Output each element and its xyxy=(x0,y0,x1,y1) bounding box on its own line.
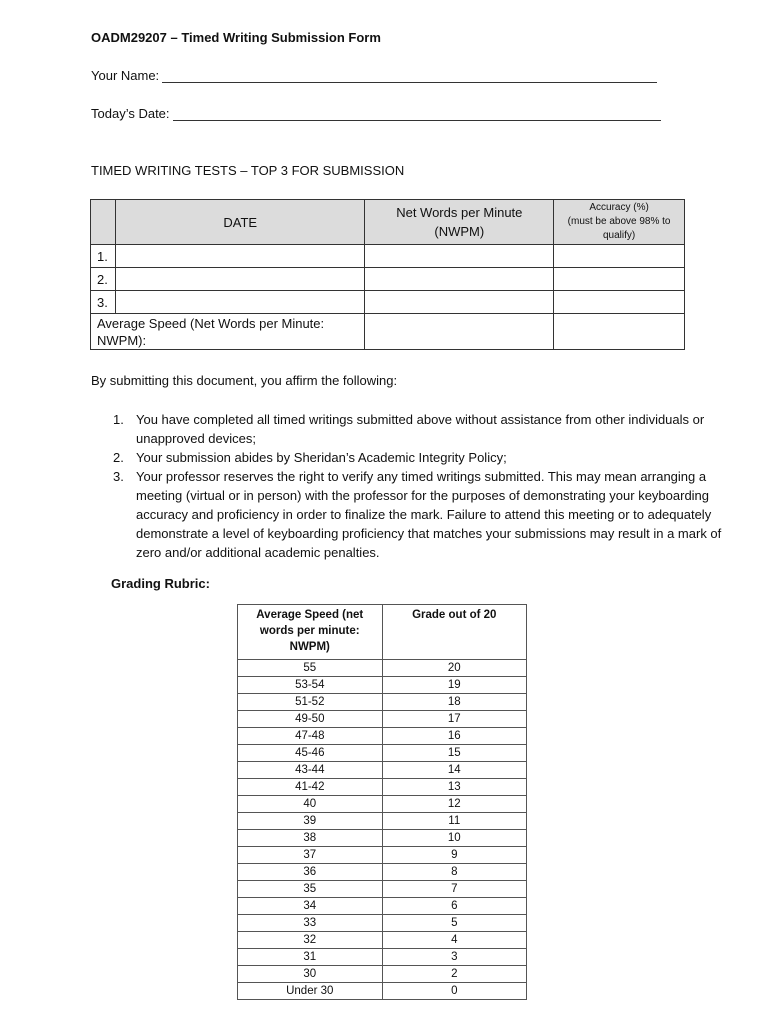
section-title: TIMED WRITING TESTS – TOP 3 FOR SUBMISSION xyxy=(91,163,405,178)
list-item-number: 2. xyxy=(113,450,124,465)
rubric-grade-cell: 4 xyxy=(382,932,526,949)
row-number: 2. xyxy=(91,268,116,291)
table-row xyxy=(91,291,685,314)
rubric-grade-cell: 0 xyxy=(382,983,526,1000)
date-cell[interactable] xyxy=(115,245,364,268)
date-field-row xyxy=(91,106,661,121)
rubric-speed-cell: 53-54 xyxy=(238,677,383,694)
rubric-speed-cell: 45-46 xyxy=(238,745,383,762)
rubric-speed-cell: 30 xyxy=(238,966,383,983)
rubric-row xyxy=(238,779,527,796)
name-field-row xyxy=(91,68,657,83)
rubric-row xyxy=(238,881,527,898)
rubric-row xyxy=(238,711,527,728)
rubric-speed-cell: 37 xyxy=(238,847,383,864)
rubric-row xyxy=(238,949,527,966)
affirmation-intro: By submitting this document, you affirm the following: xyxy=(91,373,398,388)
nwpm-header: Net Words per Minute (NWPM) xyxy=(365,200,554,245)
name-label: Your Name: xyxy=(91,68,160,83)
rubric-speed-cell: 39 xyxy=(238,813,383,830)
nwpm-cell[interactable] xyxy=(365,268,554,291)
list-item xyxy=(113,448,743,467)
nwpm-cell[interactable] xyxy=(365,245,554,268)
rubric-grade-cell: 18 xyxy=(382,694,526,711)
rubric-grade-cell: 7 xyxy=(382,881,526,898)
row-number: 1. xyxy=(91,245,116,268)
rubric-row xyxy=(238,864,527,881)
rubric-row xyxy=(238,745,527,762)
average-speed-label: Average Speed (Net Words per Minute: NWPM): xyxy=(91,314,365,350)
nwpm-cell[interactable] xyxy=(365,291,554,314)
list-item xyxy=(113,410,743,448)
rubric-header-row xyxy=(238,605,527,660)
rubric-row xyxy=(238,915,527,932)
rubric-grade-cell: 10 xyxy=(382,830,526,847)
date-input-line[interactable] xyxy=(173,108,661,121)
rubric-title: Grading Rubric: xyxy=(111,576,210,591)
rubric-speed-cell: 51-52 xyxy=(238,694,383,711)
rubric-speed-cell: 32 xyxy=(238,932,383,949)
rubric-grade-cell: 19 xyxy=(382,677,526,694)
rubric-row xyxy=(238,796,527,813)
rubric-speed-cell: 31 xyxy=(238,949,383,966)
name-input-line[interactable] xyxy=(162,70,657,83)
page-title: OADM29207 – Timed Writing Submission Form xyxy=(91,30,381,45)
rubric-body xyxy=(238,660,527,1000)
affirmation-list xyxy=(113,410,743,562)
rubric-table xyxy=(237,604,527,1000)
list-item-text: Your professor reserves the right to verify any timed writings submitted. This may mean arranging a meeting (virtual or in person) with the professor for the purposes of demonstrating your keyboarding accuracy and proficiency in order to finalize the mark. Failure to attend this meeting or to adequately demonstrate a level of keyboarding proficiency that matches your submissions may result in a mark of zero and/or additional academic penalties. xyxy=(136,469,722,560)
rubric-speed-cell: 41-42 xyxy=(238,779,383,796)
average-accuracy-cell[interactable] xyxy=(554,314,685,350)
accuracy-cell[interactable] xyxy=(554,245,685,268)
accuracy-header-line2: (must be above 98% to qualify) xyxy=(567,216,671,241)
rubric-speed-cell: 34 xyxy=(238,898,383,915)
date-cell[interactable] xyxy=(115,268,364,291)
rubric-speed-cell: 33 xyxy=(238,915,383,932)
rubric-row xyxy=(238,847,527,864)
rubric-row xyxy=(238,762,527,779)
rubric-row xyxy=(238,966,527,983)
row-number: 3. xyxy=(91,291,116,314)
accuracy-header xyxy=(554,200,685,245)
date-label: Today’s Date: xyxy=(91,106,170,121)
rubric-grade-cell: 11 xyxy=(382,813,526,830)
rubric-speed-cell: 43-44 xyxy=(238,762,383,779)
number-header-cell xyxy=(91,200,116,245)
rubric-speed-cell: 55 xyxy=(238,660,383,677)
rubric-grade-cell: 13 xyxy=(382,779,526,796)
rubric-grade-cell: 17 xyxy=(382,711,526,728)
rubric-grade-cell: 14 xyxy=(382,762,526,779)
rubric-row xyxy=(238,898,527,915)
rubric-speed-cell: Under 30 xyxy=(238,983,383,1000)
rubric-row xyxy=(238,660,527,677)
accuracy-cell[interactable] xyxy=(554,268,685,291)
rubric-grade-cell: 9 xyxy=(382,847,526,864)
list-item-number: 3. xyxy=(113,469,124,484)
rubric-grade-cell: 3 xyxy=(382,949,526,966)
rubric-row xyxy=(238,694,527,711)
accuracy-cell[interactable] xyxy=(554,291,685,314)
rubric-grade-header: Grade out of 20 xyxy=(382,605,526,660)
table-row xyxy=(91,245,685,268)
average-nwpm-cell[interactable] xyxy=(365,314,554,350)
list-item-text: You have completed all timed writings submitted above without assistance from other individuals or unapproved devices; xyxy=(136,412,705,446)
submission-table xyxy=(90,199,685,350)
table-row xyxy=(91,268,685,291)
rubric-row xyxy=(238,728,527,745)
rubric-row xyxy=(238,813,527,830)
rubric-row xyxy=(238,677,527,694)
date-header: DATE xyxy=(115,200,364,245)
rubric-grade-cell: 20 xyxy=(382,660,526,677)
rubric-row xyxy=(238,983,527,1000)
rubric-speed-cell: 49-50 xyxy=(238,711,383,728)
accuracy-header-line1: Accuracy (%) xyxy=(589,202,649,213)
list-item-number: 1. xyxy=(113,412,124,427)
rubric-speed-cell: 38 xyxy=(238,830,383,847)
rubric-grade-cell: 5 xyxy=(382,915,526,932)
rubric-speed-cell: 47-48 xyxy=(238,728,383,745)
submission-header-row xyxy=(91,200,685,245)
rubric-row xyxy=(238,932,527,949)
rubric-grade-cell: 12 xyxy=(382,796,526,813)
date-cell[interactable] xyxy=(115,291,364,314)
rubric-speed-cell: 40 xyxy=(238,796,383,813)
rubric-speed-cell: 35 xyxy=(238,881,383,898)
average-row xyxy=(91,314,685,350)
rubric-grade-cell: 16 xyxy=(382,728,526,745)
rubric-grade-cell: 2 xyxy=(382,966,526,983)
list-item xyxy=(113,467,743,562)
rubric-grade-cell: 15 xyxy=(382,745,526,762)
rubric-speed-cell: 36 xyxy=(238,864,383,881)
rubric-speed-header: Average Speed (net words per minute: NWPM) xyxy=(238,605,383,660)
rubric-grade-cell: 8 xyxy=(382,864,526,881)
rubric-grade-cell: 6 xyxy=(382,898,526,915)
list-item-text: Your submission abides by Sheridan’s Academic Integrity Policy; xyxy=(136,450,507,465)
rubric-row xyxy=(238,830,527,847)
